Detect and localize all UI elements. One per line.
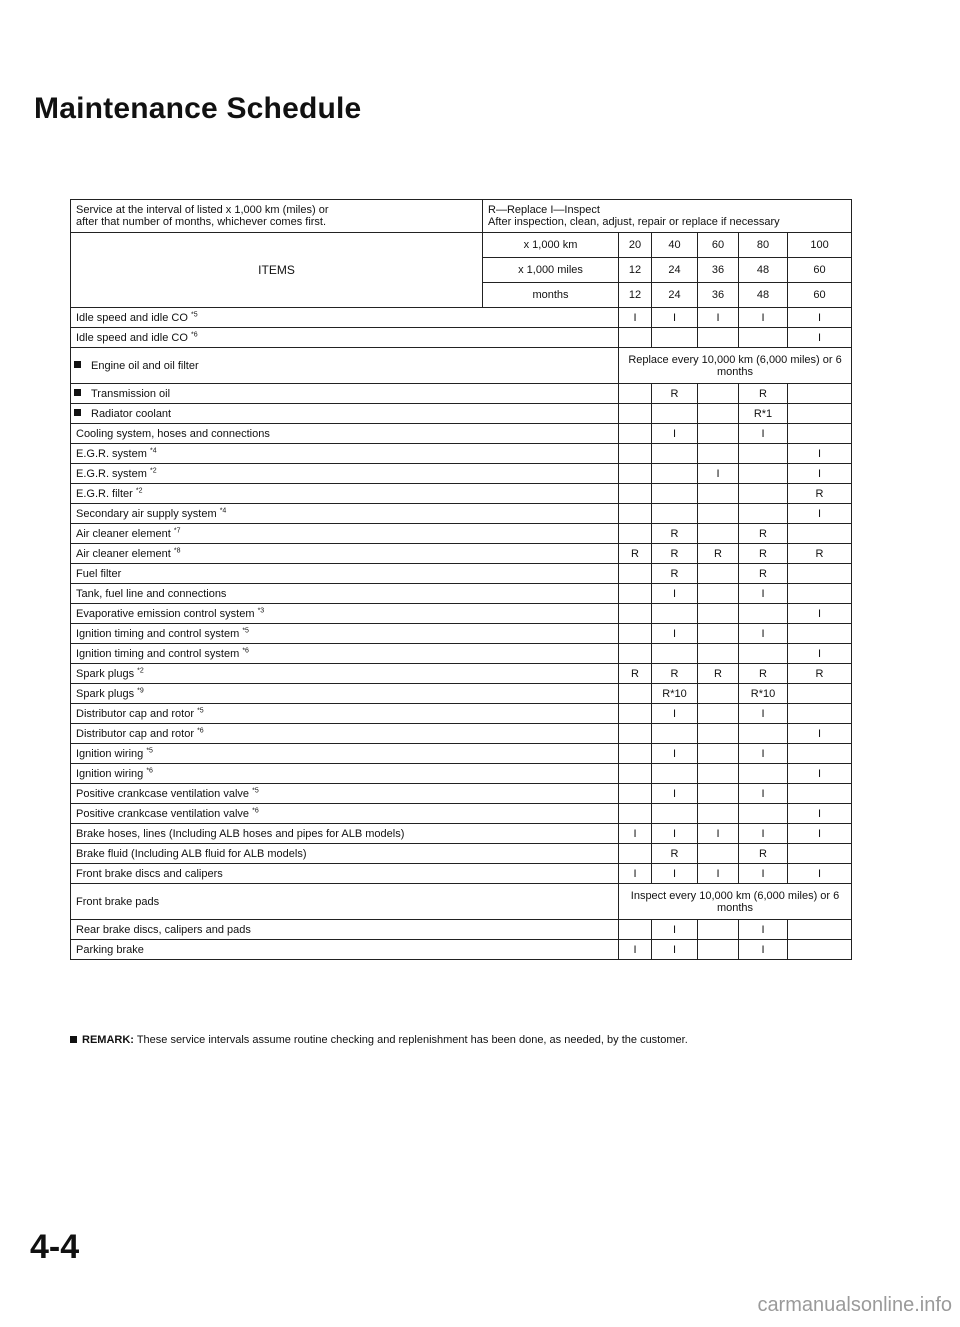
maintenance-table bbox=[70, 199, 852, 960]
schedule-cell: R bbox=[652, 564, 698, 584]
schedule-cell bbox=[619, 584, 652, 604]
table-row bbox=[71, 884, 852, 920]
schedule-cell: R bbox=[652, 844, 698, 864]
interval-header-row bbox=[71, 233, 852, 258]
schedule-cell: I bbox=[698, 308, 739, 328]
interval-value: 40 bbox=[652, 233, 698, 258]
schedule-cell: R bbox=[652, 524, 698, 544]
item-name: Fuel filter bbox=[76, 567, 122, 580]
schedule-cell bbox=[698, 920, 739, 940]
item-cell bbox=[71, 644, 619, 664]
legend: R—Replace I—Inspect After inspection, clean, adjust, repair or replace if necessary bbox=[483, 200, 852, 233]
item-cell bbox=[71, 524, 619, 544]
schedule-cell: R bbox=[739, 564, 788, 584]
schedule-cell: I bbox=[788, 444, 852, 464]
table-intro-row bbox=[71, 200, 852, 233]
schedule-cell bbox=[619, 604, 652, 624]
schedule-cell bbox=[619, 704, 652, 724]
schedule-cell bbox=[619, 764, 652, 784]
footnote-ref: *6 bbox=[146, 766, 153, 774]
item-cell bbox=[71, 940, 619, 960]
schedule-cell bbox=[788, 704, 852, 724]
schedule-cell bbox=[619, 564, 652, 584]
item-name: Evaporative emission control system bbox=[76, 607, 255, 620]
schedule-cell bbox=[698, 444, 739, 464]
schedule-cell bbox=[652, 404, 698, 424]
schedule-cell bbox=[619, 644, 652, 664]
schedule-cell: I bbox=[652, 624, 698, 644]
schedule-cell bbox=[619, 404, 652, 424]
schedule-cell bbox=[698, 644, 739, 664]
interval-value: 12 bbox=[619, 258, 652, 283]
schedule-cell: I bbox=[739, 864, 788, 884]
schedule-cell: I bbox=[619, 864, 652, 884]
interval-value: 60 bbox=[698, 233, 739, 258]
schedule-cell: R bbox=[739, 544, 788, 564]
footnote-ref: *4 bbox=[219, 506, 227, 514]
schedule-cell bbox=[788, 684, 852, 704]
schedule-cell bbox=[698, 504, 739, 524]
schedule-cell bbox=[652, 484, 698, 504]
schedule-cell: I bbox=[788, 824, 852, 844]
schedule-cell bbox=[698, 564, 739, 584]
footnote-ref: *5 bbox=[146, 746, 153, 754]
bullet-icon bbox=[74, 409, 81, 416]
schedule-cell: I bbox=[652, 744, 698, 764]
schedule-cell: I bbox=[652, 920, 698, 940]
table-row bbox=[71, 484, 852, 504]
schedule-cell bbox=[652, 464, 698, 484]
schedule-cell: R bbox=[652, 664, 698, 684]
schedule-cell bbox=[619, 920, 652, 940]
item-cell bbox=[71, 384, 619, 404]
item-cell bbox=[71, 328, 619, 348]
schedule-cell: I bbox=[788, 604, 852, 624]
schedule-cell: I bbox=[619, 940, 652, 960]
table-row bbox=[71, 724, 852, 744]
item-cell bbox=[71, 584, 619, 604]
schedule-cell bbox=[788, 920, 852, 940]
item-name: Engine oil and oil filter bbox=[91, 359, 199, 372]
schedule-cell: I bbox=[698, 864, 739, 884]
table-row bbox=[71, 744, 852, 764]
table-row bbox=[71, 384, 852, 404]
item-cell bbox=[71, 404, 619, 424]
interval-unit-label: months bbox=[483, 283, 619, 308]
schedule-cell bbox=[652, 444, 698, 464]
item-name: Radiator coolant bbox=[91, 407, 172, 420]
schedule-cell bbox=[619, 744, 652, 764]
footnote-ref: *3 bbox=[257, 606, 265, 614]
schedule-cell bbox=[739, 484, 788, 504]
item-name: Spark plugs bbox=[76, 667, 135, 680]
schedule-cell bbox=[788, 940, 852, 960]
item-name: Parking brake bbox=[76, 943, 144, 956]
interval-value: 48 bbox=[739, 258, 788, 283]
item-cell bbox=[71, 444, 619, 464]
interval-value: 20 bbox=[619, 233, 652, 258]
schedule-cell: I bbox=[652, 308, 698, 328]
schedule-cell: R bbox=[739, 384, 788, 404]
schedule-cell bbox=[788, 744, 852, 764]
schedule-cell bbox=[698, 704, 739, 724]
schedule-cell: R bbox=[652, 384, 698, 404]
item-cell bbox=[71, 424, 619, 444]
schedule-cell: R bbox=[619, 544, 652, 564]
schedule-cell bbox=[652, 804, 698, 824]
interval-value: 48 bbox=[739, 283, 788, 308]
footnote-ref: *5 bbox=[197, 706, 204, 714]
item-cell bbox=[71, 484, 619, 504]
bullet-icon bbox=[74, 361, 81, 368]
schedule-cell bbox=[788, 524, 852, 544]
item-name: Front brake pads bbox=[76, 895, 160, 908]
schedule-cell: R bbox=[788, 544, 852, 564]
schedule-cell: I bbox=[739, 744, 788, 764]
item-cell bbox=[71, 308, 619, 328]
table-row bbox=[71, 784, 852, 804]
table-row bbox=[71, 504, 852, 524]
table-row bbox=[71, 328, 852, 348]
table-row bbox=[71, 604, 852, 624]
footnote-ref: *6 bbox=[242, 646, 249, 654]
footnote-ref: *2 bbox=[135, 486, 143, 494]
footnote-ref: *8 bbox=[173, 546, 181, 554]
item-cell bbox=[71, 764, 619, 784]
footnote-ref: *4 bbox=[149, 446, 157, 454]
bullet-icon bbox=[74, 389, 81, 396]
schedule-cell bbox=[698, 524, 739, 544]
schedule-cell: I bbox=[652, 940, 698, 960]
footnote-ref: *6 bbox=[190, 330, 198, 338]
schedule-cell: I bbox=[698, 464, 739, 484]
footnote-ref: *6 bbox=[197, 726, 204, 734]
table-row bbox=[71, 664, 852, 684]
item-name: Front brake discs and calipers bbox=[76, 867, 223, 880]
schedule-cell bbox=[619, 524, 652, 544]
schedule-cell: R bbox=[698, 544, 739, 564]
schedule-cell bbox=[698, 684, 739, 704]
item-cell bbox=[71, 624, 619, 644]
item-cell bbox=[71, 348, 619, 384]
item-cell bbox=[71, 824, 619, 844]
table-row bbox=[71, 584, 852, 604]
remark: REMARK: These service intervals assume routine checking and replenishment has been done, as needed, by the customer. bbox=[70, 1034, 688, 1046]
table-row bbox=[71, 308, 852, 328]
schedule-cell bbox=[652, 724, 698, 744]
schedule-cell: I bbox=[652, 824, 698, 844]
item-cell bbox=[71, 544, 619, 564]
item-cell bbox=[71, 604, 619, 624]
schedule-cell bbox=[739, 804, 788, 824]
table-row bbox=[71, 704, 852, 724]
footnote-ref: *5 bbox=[242, 626, 249, 634]
schedule-cell: I bbox=[619, 824, 652, 844]
table-row bbox=[71, 424, 852, 444]
bullet-icon bbox=[70, 1036, 77, 1043]
schedule-cell bbox=[619, 844, 652, 864]
interval-note: Inspect every 10,000 km (6,000 miles) or 6 months bbox=[619, 884, 852, 920]
schedule-cell: I bbox=[739, 920, 788, 940]
item-name: Positive crankcase ventilation valve bbox=[76, 787, 250, 800]
schedule-cell: I bbox=[739, 624, 788, 644]
table-row bbox=[71, 804, 852, 824]
schedule-cell: I bbox=[739, 584, 788, 604]
item-name: Idle speed and idle CO bbox=[76, 331, 188, 344]
interval-value: 36 bbox=[698, 258, 739, 283]
table-row bbox=[71, 824, 852, 844]
schedule-cell: R*10 bbox=[739, 684, 788, 704]
schedule-cell: R*10 bbox=[652, 684, 698, 704]
schedule-cell: R bbox=[739, 524, 788, 544]
table-row bbox=[71, 544, 852, 564]
item-name: Idle speed and idle CO bbox=[76, 311, 188, 324]
schedule-cell bbox=[698, 484, 739, 504]
interval-unit-label: x 1,000 miles bbox=[483, 258, 619, 283]
schedule-cell: I bbox=[619, 308, 652, 328]
schedule-cell: I bbox=[739, 824, 788, 844]
footnote-ref: *5 bbox=[190, 310, 198, 318]
item-cell bbox=[71, 464, 619, 484]
schedule-cell bbox=[619, 484, 652, 504]
schedule-cell bbox=[739, 464, 788, 484]
item-cell bbox=[71, 504, 619, 524]
schedule-cell bbox=[698, 724, 739, 744]
schedule-cell bbox=[652, 328, 698, 348]
item-cell bbox=[71, 744, 619, 764]
schedule-cell bbox=[619, 444, 652, 464]
interval-value: 12 bbox=[619, 283, 652, 308]
item-name: E.G.R. system bbox=[76, 447, 147, 460]
schedule-cell: I bbox=[739, 424, 788, 444]
item-cell bbox=[71, 804, 619, 824]
schedule-cell bbox=[698, 424, 739, 444]
interval-value: 24 bbox=[652, 283, 698, 308]
schedule-cell bbox=[619, 464, 652, 484]
schedule-cell: R bbox=[788, 484, 852, 504]
item-name: Ignition wiring bbox=[76, 747, 144, 760]
schedule-cell bbox=[788, 384, 852, 404]
item-name: Distributor cap and rotor bbox=[76, 727, 194, 740]
item-name: Transmission oil bbox=[91, 387, 171, 400]
schedule-cell bbox=[698, 764, 739, 784]
item-name: Ignition timing and control system bbox=[76, 647, 240, 660]
interval-value: 100 bbox=[788, 233, 852, 258]
item-name: Cooling system, hoses and connections bbox=[76, 427, 270, 440]
table-row bbox=[71, 844, 852, 864]
footnote-ref: *6 bbox=[252, 806, 259, 814]
table-row bbox=[71, 864, 852, 884]
item-cell bbox=[71, 704, 619, 724]
schedule-cell bbox=[619, 804, 652, 824]
schedule-cell bbox=[619, 384, 652, 404]
item-name: Ignition wiring bbox=[76, 767, 144, 780]
page-title: Maintenance Schedule bbox=[34, 92, 362, 125]
schedule-cell: R bbox=[739, 664, 788, 684]
schedule-cell: I bbox=[788, 764, 852, 784]
schedule-cell bbox=[619, 424, 652, 444]
item-name: Distributor cap and rotor bbox=[76, 707, 194, 720]
interval-value: 80 bbox=[739, 233, 788, 258]
schedule-cell bbox=[788, 564, 852, 584]
item-cell bbox=[71, 564, 619, 584]
schedule-cell: I bbox=[739, 784, 788, 804]
schedule-cell bbox=[698, 804, 739, 824]
schedule-cell bbox=[619, 784, 652, 804]
schedule-cell bbox=[698, 744, 739, 764]
page-number: 4-4 bbox=[30, 1228, 80, 1266]
table-row bbox=[71, 644, 852, 664]
schedule-cell bbox=[698, 328, 739, 348]
schedule-cell bbox=[652, 604, 698, 624]
schedule-cell bbox=[619, 724, 652, 744]
schedule-cell: I bbox=[652, 864, 698, 884]
item-name: E.G.R. system bbox=[76, 467, 147, 480]
schedule-cell: R bbox=[739, 844, 788, 864]
schedule-cell: I bbox=[788, 804, 852, 824]
schedule-cell bbox=[652, 504, 698, 524]
table-row bbox=[71, 940, 852, 960]
schedule-cell bbox=[739, 444, 788, 464]
schedule-cell: I bbox=[739, 704, 788, 724]
item-name: Rear brake discs, calipers and pads bbox=[76, 923, 251, 936]
schedule-cell: R bbox=[652, 544, 698, 564]
schedule-cell bbox=[739, 764, 788, 784]
interval-intro: Service at the interval of listed x 1,000 km (miles) or after that number of months, whichever comes first. bbox=[71, 200, 483, 233]
schedule-cell bbox=[788, 404, 852, 424]
table-row bbox=[71, 684, 852, 704]
schedule-cell bbox=[788, 424, 852, 444]
schedule-cell bbox=[788, 844, 852, 864]
item-name: E.G.R. filter bbox=[76, 487, 133, 500]
footnote-ref: *7 bbox=[173, 526, 181, 534]
table-row bbox=[71, 404, 852, 424]
schedule-cell: I bbox=[652, 424, 698, 444]
schedule-cell bbox=[788, 624, 852, 644]
items-header: ITEMS bbox=[71, 233, 483, 308]
interval-note: Replace every 10,000 km (6,000 miles) or 6 months bbox=[619, 348, 852, 384]
schedule-cell bbox=[739, 504, 788, 524]
footnote-ref: *2 bbox=[149, 466, 157, 474]
table-row bbox=[71, 920, 852, 940]
schedule-cell: I bbox=[788, 308, 852, 328]
item-name: Tank, fuel line and connections bbox=[76, 587, 227, 600]
schedule-cell: R bbox=[698, 664, 739, 684]
item-cell bbox=[71, 920, 619, 940]
schedule-cell: I bbox=[652, 784, 698, 804]
footnote-ref: *9 bbox=[137, 686, 144, 694]
schedule-cell bbox=[739, 644, 788, 664]
item-name: Brake hoses, lines (Including ALB hoses and pipes for ALB models) bbox=[76, 827, 405, 840]
schedule-cell: I bbox=[788, 864, 852, 884]
item-cell bbox=[71, 724, 619, 744]
schedule-cell bbox=[619, 328, 652, 348]
schedule-cell: R bbox=[788, 664, 852, 684]
schedule-cell: I bbox=[652, 704, 698, 724]
schedule-cell: R bbox=[619, 664, 652, 684]
footnote-ref: *5 bbox=[252, 786, 259, 794]
schedule-cell bbox=[698, 404, 739, 424]
table-row bbox=[71, 464, 852, 484]
item-cell bbox=[71, 664, 619, 684]
schedule-cell bbox=[739, 328, 788, 348]
table-row bbox=[71, 348, 852, 384]
schedule-cell bbox=[739, 604, 788, 624]
table-row bbox=[71, 524, 852, 544]
table-row bbox=[71, 444, 852, 464]
schedule-cell bbox=[698, 384, 739, 404]
interval-value: 24 bbox=[652, 258, 698, 283]
item-name: Ignition timing and control system bbox=[76, 627, 240, 640]
item-cell bbox=[71, 684, 619, 704]
item-name: Air cleaner element bbox=[76, 527, 171, 540]
schedule-cell: I bbox=[739, 940, 788, 960]
interval-value: 60 bbox=[788, 258, 852, 283]
item-cell bbox=[71, 844, 619, 864]
schedule-cell: I bbox=[788, 504, 852, 524]
schedule-cell: I bbox=[788, 644, 852, 664]
schedule-cell bbox=[698, 624, 739, 644]
interval-value: 60 bbox=[788, 283, 852, 308]
item-name: Secondary air supply system bbox=[76, 507, 217, 520]
item-name: Spark plugs bbox=[76, 687, 135, 700]
schedule-cell bbox=[788, 784, 852, 804]
schedule-cell bbox=[652, 644, 698, 664]
schedule-cell: I bbox=[788, 724, 852, 744]
schedule-cell: R*1 bbox=[739, 404, 788, 424]
item-cell bbox=[71, 864, 619, 884]
schedule-cell bbox=[652, 764, 698, 784]
table-row bbox=[71, 624, 852, 644]
watermark: carmanualsonline.info bbox=[757, 1294, 952, 1316]
interval-value: 36 bbox=[698, 283, 739, 308]
item-name: Air cleaner element bbox=[76, 547, 171, 560]
schedule-cell: I bbox=[788, 464, 852, 484]
item-name: Positive crankcase ventilation valve bbox=[76, 807, 250, 820]
schedule-cell bbox=[619, 684, 652, 704]
item-name: Brake fluid (Including ALB fluid for ALB models) bbox=[76, 847, 307, 860]
table-row bbox=[71, 564, 852, 584]
schedule-cell: I bbox=[698, 824, 739, 844]
schedule-cell bbox=[619, 504, 652, 524]
schedule-cell bbox=[698, 784, 739, 804]
schedule-cell bbox=[788, 584, 852, 604]
interval-unit-label: x 1,000 km bbox=[483, 233, 619, 258]
table-row bbox=[71, 764, 852, 784]
schedule-cell: I bbox=[788, 328, 852, 348]
schedule-cell: I bbox=[652, 584, 698, 604]
schedule-cell bbox=[619, 624, 652, 644]
schedule-cell bbox=[698, 604, 739, 624]
footnote-ref: *2 bbox=[137, 666, 144, 674]
schedule-cell bbox=[739, 724, 788, 744]
schedule-cell bbox=[698, 844, 739, 864]
item-cell bbox=[71, 784, 619, 804]
schedule-cell bbox=[698, 584, 739, 604]
schedule-cell: I bbox=[739, 308, 788, 328]
schedule-cell bbox=[698, 940, 739, 960]
item-cell bbox=[71, 884, 619, 920]
